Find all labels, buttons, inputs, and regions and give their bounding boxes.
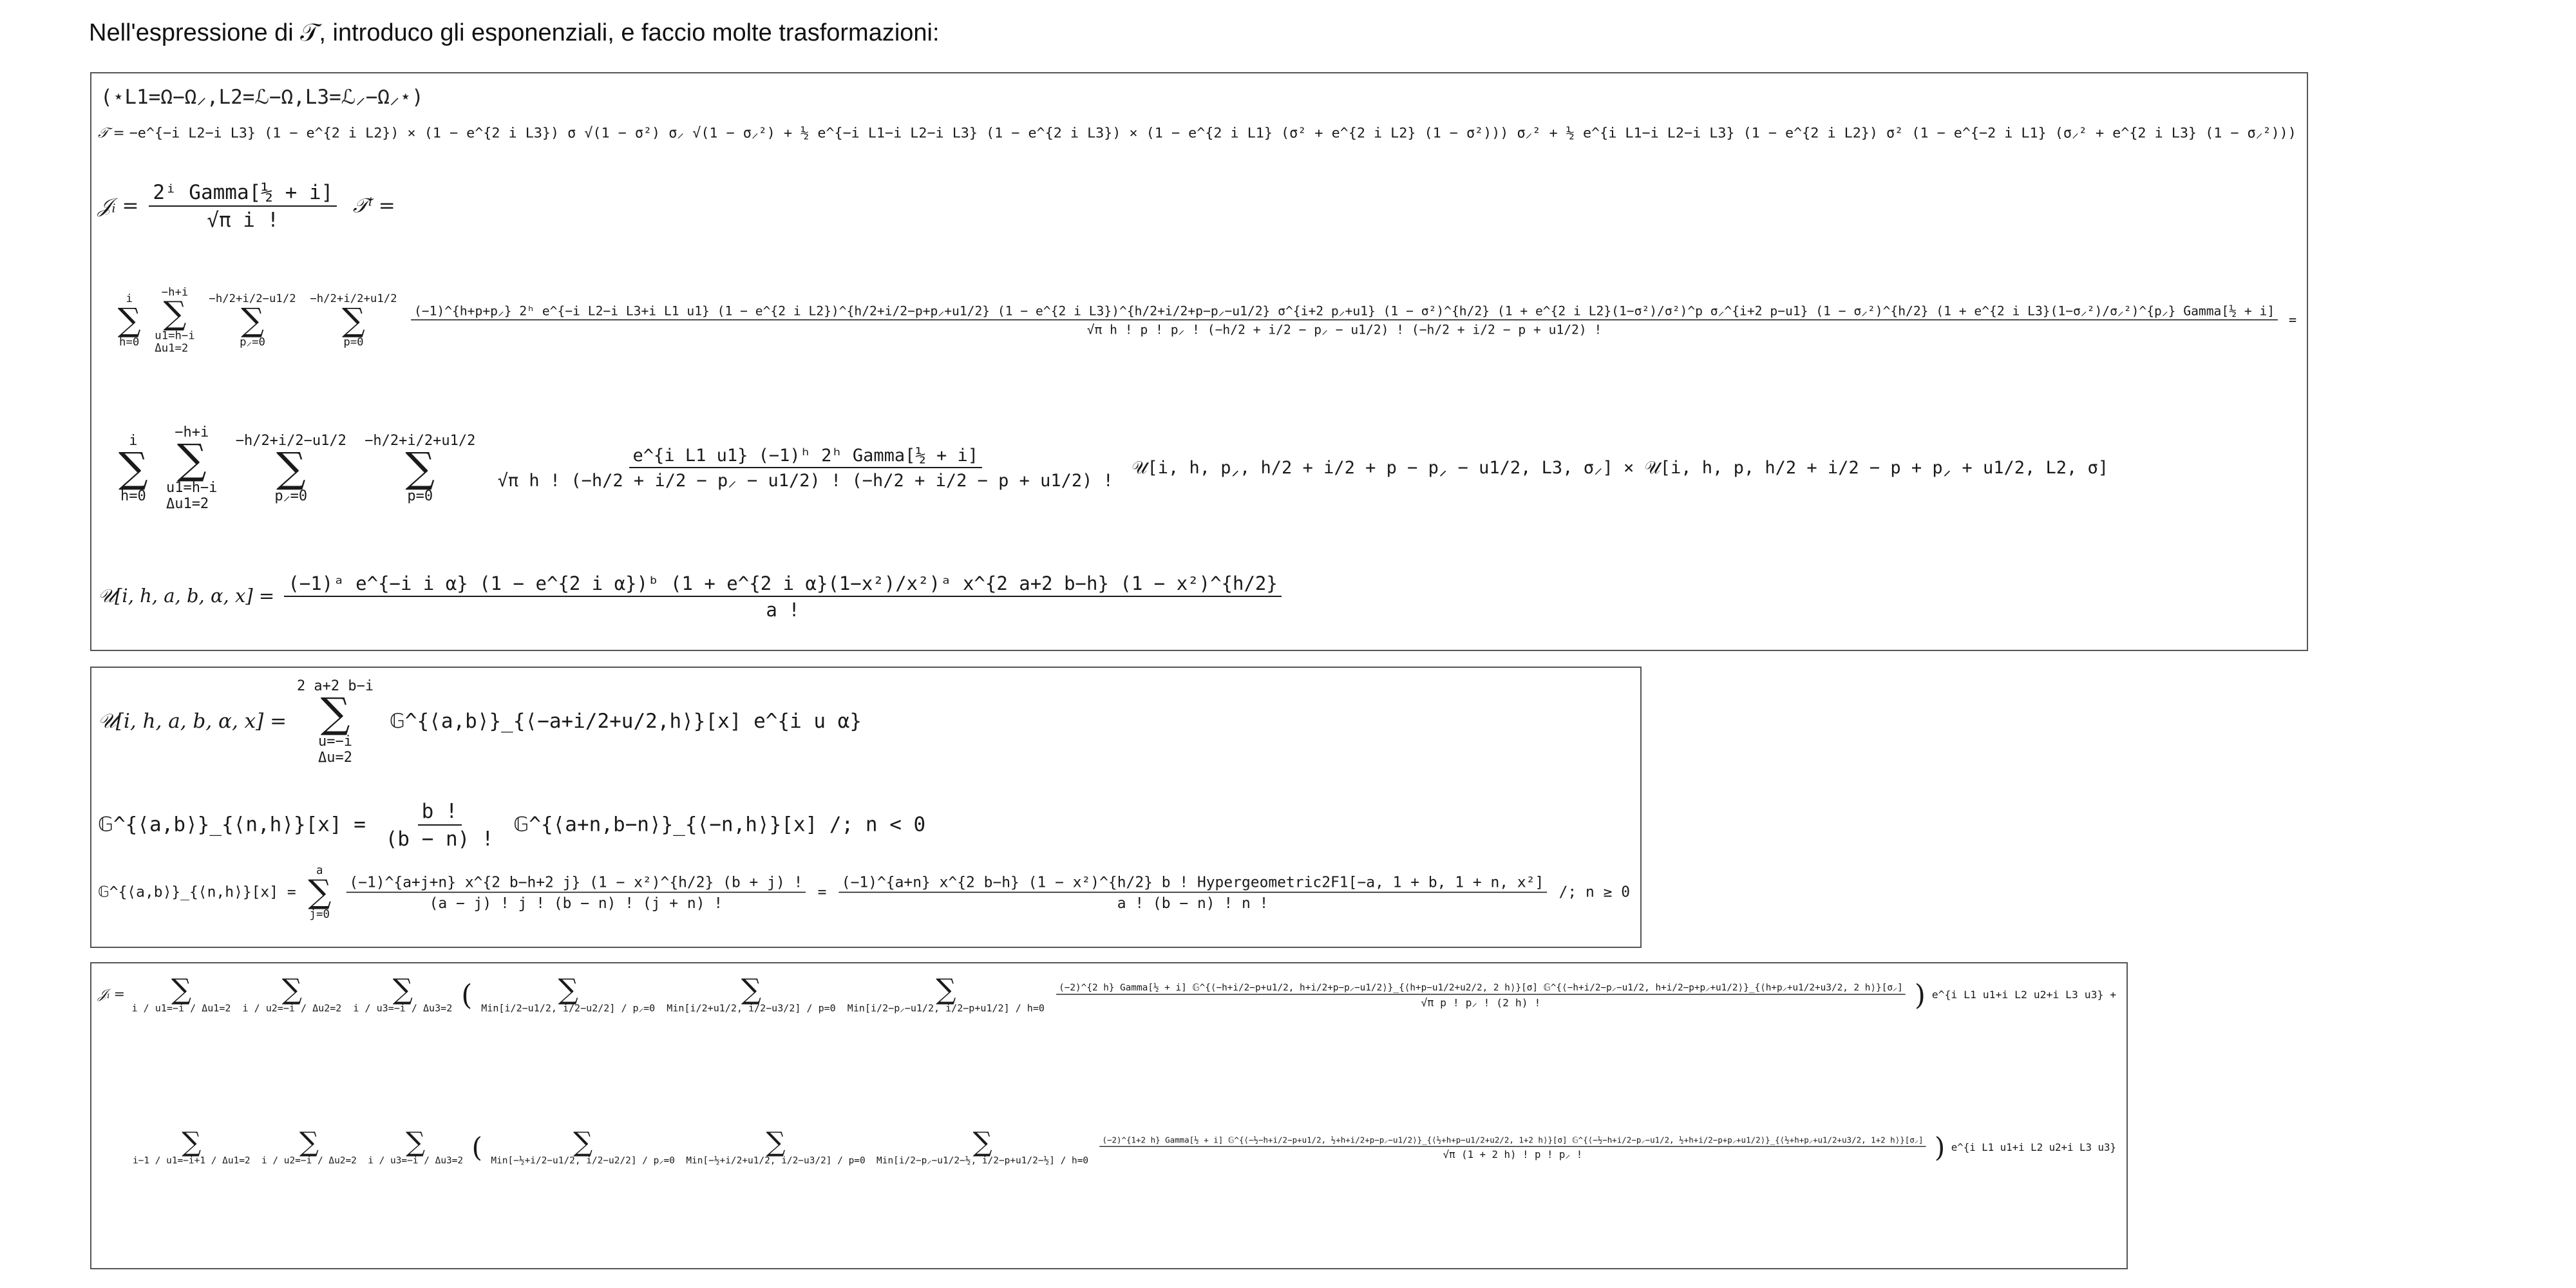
G2-numerator-2: (−1)^{a+n} x^{2 b−h} (1 − x²)^{h/2} b ! Hypergeometric2F1[−a, 1 + b, 1 + n, x²] bbox=[838, 875, 1547, 893]
G-definition-nonnegative bbox=[98, 864, 1630, 921]
T-rhs: −e^{−i L2−i L3} (1 − e^{2 i L2}) × (1 − e^{2 i L3}) σ √(1 − σ²) σ⸝ √(1 − σ⸝²) + ½ e^{−i L1−i L2−i L3} (1 − e^{2 i L3}) × (1 − e^{2 i L1} (σ² + e^{2 i L2} (1 − σ²))) σ⸝² + ½ e^{i L1−i L2−i L3} (1 − e^{2 i L2}) σ² (1 − e^{−2 i L1} (σ⸝² + e^{2 i L3} (1 − σ⸝²))) bbox=[129, 124, 2297, 142]
J-numerator: 2ⁱ Gamma[½ + i] bbox=[149, 183, 337, 207]
row2-numerator: (−2)^{1+2 h} Gamma[½ + i] 𝔾^{⟨−½−h+i/2−p+u1/2, ½+h+i/2+p−p⸝−u1/2⟩}_{⟨½+h+p−u1/2+u2/2, 1+2 h⟩}[σ] 𝔾^{⟨−½−h+i/2−p⸝−u1/2, ½+h+i/2−p+p⸝+u1/2⟩}_{⟨½+h+p⸝+u1/2+u3/2, 1+2 h⟩}[σ⸝] bbox=[1100, 1136, 1926, 1146]
row1-sum-u3-limits: i / u3=−i / Δu3=2 bbox=[353, 1003, 453, 1014]
sum2-denominator: √π h ! (−h/2 + i/2 − p⸝ − u1/2) ! (−h/2 + i/2 − p + u1/2) ! bbox=[497, 471, 1113, 491]
row2-sum-u2: ∑ i / u2=−i / Δu2=2 bbox=[261, 1126, 357, 1166]
G2-sum-symbol: a ∑ j=0 bbox=[308, 864, 332, 921]
G2-condition: /; n ≥ 0 bbox=[1558, 883, 1631, 900]
row2-sum-u3: ∑ i / u3=−i / Δu3=2 bbox=[368, 1126, 464, 1166]
row1-inner-sum-h: ∑ Min[i/2−p⸝−u1/2, i/2−p+u1/2] / h=0 bbox=[847, 973, 1045, 1014]
J-denominator: √π i ! bbox=[207, 209, 279, 232]
row1-right-paren: ) bbox=[1914, 979, 1926, 1012]
J-fraction bbox=[149, 183, 337, 231]
U-definition bbox=[98, 574, 1285, 620]
row1-inner-h-limits: Min[i/2−p⸝−u1/2, i/2−p+u1/2] / h=0 bbox=[847, 1003, 1045, 1014]
G2-sum-top: a bbox=[316, 864, 323, 877]
cell-box-transformations bbox=[90, 72, 2308, 651]
J3-lhs: 𝒥ᵢ = bbox=[98, 986, 129, 1002]
row1-inner-p-prime-limits: Min[i/2−u1/2, i/2−u2/2] / p⸝=0 bbox=[481, 1003, 656, 1014]
T-lhs: 𝒯 = bbox=[98, 124, 129, 142]
U-sum-top: 2 a+2 b−i bbox=[296, 678, 374, 694]
U-sum-lhs: 𝒰[i, h, a, b, α, x] = bbox=[98, 709, 293, 733]
row1-sum-u2: ∑ i / u2=−i / Δu2=2 bbox=[242, 973, 342, 1014]
row2-inner-p-prime-limits: Min[−½+i/2−u1/2, i/2−u2/2] / p⸝=0 bbox=[491, 1155, 675, 1166]
row2-fraction bbox=[1100, 1136, 1926, 1159]
row2-denominator: √π (1 + 2 h) ! p ! p⸝ ! bbox=[1443, 1148, 1583, 1160]
J-expansion-row-2 bbox=[130, 1126, 2116, 1166]
sum-u1: −h+i ∑ u1=h−i Δu1=2 bbox=[155, 286, 195, 355]
row2-sum-u1-limits: i−1 / u1=−i+1 / Δu1=2 bbox=[132, 1155, 251, 1166]
sum-h: i ∑ h=0 bbox=[117, 292, 141, 349]
sum1-denominator: √π h ! p ! p⸝ ! (−h/2 + i/2 − p⸝ − u1/2) ! (−h/2 + i/2 − p + u1/2) ! bbox=[1086, 322, 1602, 337]
row1-denominator: √π p ! p⸝ ! (2 h) ! bbox=[1421, 996, 1541, 1009]
row1-sum-u1-limits: i / u1=−i / Δu1=2 bbox=[131, 1003, 231, 1014]
sum2-h: i ∑ h=0 bbox=[118, 432, 148, 504]
row1-numerator: (−2)^{2 h} Gamma[½ + i] 𝔾^{⟨−h+i/2−p+u1/2, h+i/2+p−p⸝−u1/2⟩}_{⟨h+p−u1/2+u2/2, 2 h⟩}[σ] 𝔾^{⟨−h+i/2−p⸝−u1/2, h+i/2−p+p⸝+u1/2⟩}_{⟨h+p⸝+u1/2+u3/2, 2 h⟩}[σ⸝] bbox=[1056, 983, 1906, 994]
row1-sum-u1: ∑ i / u1=−i / Δu1=2 bbox=[131, 973, 231, 1014]
row2-inner-sum-p: ∑ Min[−½+i/2+u1/2, i/2−u3/2] / p=0 bbox=[686, 1126, 866, 1166]
row2-inner-sum-h: ∑ Min[i/2−p⸝−u1/2−½, i/2−p+u1/2−½] / h=0 bbox=[876, 1126, 1089, 1166]
G1-tail: 𝔾^{⟨a+n,b−n⟩}_{⟨−n,h⟩}[x] /; n < 0 bbox=[513, 813, 926, 837]
U-fraction bbox=[284, 574, 1281, 620]
row1-inner-sum-p-prime: ∑ Min[i/2−u1/2, i/2−u2/2] / p⸝=0 bbox=[481, 973, 656, 1014]
row1-sum-u2-limits: i / u2=−i / Δu2=2 bbox=[242, 1003, 342, 1014]
G2-fraction-2 bbox=[838, 875, 1547, 910]
intro-text: Nell'espressione di 𝒯, introduco gli esponenziali, e faccio molte trasformazioni: bbox=[89, 19, 940, 46]
G2-fraction-1 bbox=[346, 875, 806, 910]
sum2-fraction bbox=[494, 447, 1117, 489]
G1-fraction bbox=[382, 802, 498, 849]
sum-p-prime: −h/2+i/2−u1/2 ∑ p⸝=0 bbox=[209, 292, 296, 349]
U-sum-bottom-2: Δu=2 bbox=[318, 750, 353, 766]
G2-numerator-1: (−1)^{a+j+n} x^{2 b−h+2 j} (1 − x²)^{h/2} (b + j) ! bbox=[346, 875, 806, 893]
sum2-u1: −h+i ∑ u1=h−i Δu1=2 bbox=[166, 424, 218, 513]
cell-box-J-expansion bbox=[90, 962, 2128, 1269]
row2-sum-u1: ∑ i−1 / u1=−i+1 / Δu1=2 bbox=[132, 1126, 251, 1166]
U-lhs: 𝒰[i, h, a, b, α, x] = bbox=[98, 585, 281, 607]
row2-left-paren: ( bbox=[471, 1132, 482, 1164]
U-numerator: (−1)ᵃ e^{−i i α} (1 − e^{2 i α})ᵇ (1 + e^{2 i α}(1−x²)/x²)ᵃ x^{2 a+2 b−h} (1 − x²)^{h/2} bbox=[284, 574, 1281, 597]
row2-sum-u3-limits: i / u3=−i / Δu3=2 bbox=[368, 1155, 464, 1166]
row1-sum-u3: ∑ i / u3=−i / Δu3=2 bbox=[353, 973, 453, 1014]
row2-inner-p-limits: Min[−½+i/2+u1/2, i/2−u3/2] / p=0 bbox=[686, 1155, 866, 1166]
U-denominator: a ! bbox=[766, 599, 800, 621]
sum1-numerator: (−1)^{h+p+p⸝} 2ʰ e^{−i L2−i L3+i L1 u1} (1 − e^{2 i L2})^{h/2+i/2−p+p⸝+u1/2} (1 − e^{2 i L3})^{h/2+i/2+p−p⸝−u1/2} σ^{i+2 p⸝+u1} (1 − σ²)^{h/2} (1 + e^{2 i L2}(1−σ²)/σ²)^p σ⸝^{i+2 p−u1} (1 − σ⸝²)^{h/2} (1 + e^{2 i L3}(1−σ⸝²)/σ⸝²)^{p⸝} Gamma[½ + i] bbox=[411, 305, 2278, 320]
sum-expansion-1 bbox=[115, 286, 2297, 355]
sum2-p: −h/2+i/2+u1/2 ∑ p=0 bbox=[365, 432, 476, 504]
row1-fraction bbox=[1056, 983, 1906, 1008]
sum1-fraction bbox=[411, 305, 2278, 336]
row1-inner-p-limits: Min[i/2+u1/2, i/2−u3/2] / p=0 bbox=[667, 1003, 836, 1014]
row2-sum-u2-limits: i / u2=−i / Δu2=2 bbox=[261, 1155, 357, 1166]
U-sum-rhs: 𝔾^{⟨a,b⟩}_{⟨−a+i/2+u/2,h⟩}[x] e^{i u α} bbox=[389, 709, 862, 733]
sum2-tail: 𝒰[i, h, p⸝, h/2 + i/2 + p − p⸝ − u1/2, L3, σ⸝] × 𝒰[i, h, p, h/2 + i/2 − p + p⸝ + u1/2, L2, σ] bbox=[1132, 457, 2109, 478]
J-definition bbox=[98, 183, 395, 231]
U-sum-bottom-1: u=−i bbox=[318, 734, 353, 750]
U-sum-symbol: 2 a+2 b−i ∑ u=−i Δu=2 bbox=[296, 678, 374, 766]
J-expansion-row-1 bbox=[98, 973, 2117, 1014]
T-definition bbox=[98, 126, 2297, 140]
row2-tail: e^{i L1 u1+i L2 u2+i L3 u3} bbox=[1951, 1141, 2116, 1153]
G2-lhs: 𝔾^{⟨a,b⟩}_{⟨n,h⟩}[x] = bbox=[98, 883, 305, 900]
row2-right-paren: ) bbox=[1934, 1132, 1946, 1164]
row1-tail: e^{i L1 u1+i L2 u2+i L3 u3} + bbox=[1931, 989, 2117, 1001]
sum2-numerator: e^{i L1 u1} (−1)ʰ 2ʰ Gamma[½ + i] bbox=[629, 447, 982, 468]
row2-inner-h-limits: Min[i/2−p⸝−u1/2−½, i/2−p+u1/2−½] / h=0 bbox=[876, 1155, 1089, 1166]
sum1-equals: = bbox=[2288, 312, 2297, 328]
comment-definitions: (⋆L1=Ω−Ω⸝,L2=ℒ−Ω,L3=ℒ⸝−Ω⸝⋆) bbox=[100, 86, 424, 109]
G2-denominator-2: a ! (b − n) ! n ! bbox=[1117, 894, 1269, 912]
J-tail: 𝒯ⁱ = bbox=[352, 194, 395, 218]
cell-box-U-G-definitions bbox=[90, 667, 1642, 948]
G2-denominator-1: (a − j) ! j ! (b − n) ! (j + n) ! bbox=[429, 894, 723, 912]
row2-inner-sum-p-prime: ∑ Min[−½+i/2−u1/2, i/2−u2/2] / p⸝=0 bbox=[491, 1126, 675, 1166]
sum-expansion-2 bbox=[115, 424, 2108, 513]
row1-left-paren: ( bbox=[461, 979, 473, 1012]
G2-sum-bottom: j=0 bbox=[309, 908, 330, 921]
row1-inner-sum-p: ∑ Min[i/2+u1/2, i/2−u3/2] / p=0 bbox=[667, 973, 836, 1014]
U-sum-definition bbox=[98, 678, 862, 766]
G-definition-negative bbox=[98, 802, 925, 849]
G2-equals: = bbox=[817, 883, 827, 900]
G1-numerator: b ! bbox=[418, 802, 462, 826]
sum2-p-prime: −h/2+i/2−u1/2 ∑ p⸝=0 bbox=[235, 432, 346, 504]
G1-denominator: (b − n) ! bbox=[385, 828, 494, 851]
G1-lhs: 𝔾^{⟨a,b⟩}_{⟨n,h⟩}[x] = bbox=[98, 813, 378, 837]
J-lhs: 𝒥ᵢ = bbox=[98, 194, 146, 218]
sum-p: −h/2+i/2+u1/2 ∑ p=0 bbox=[310, 292, 397, 349]
